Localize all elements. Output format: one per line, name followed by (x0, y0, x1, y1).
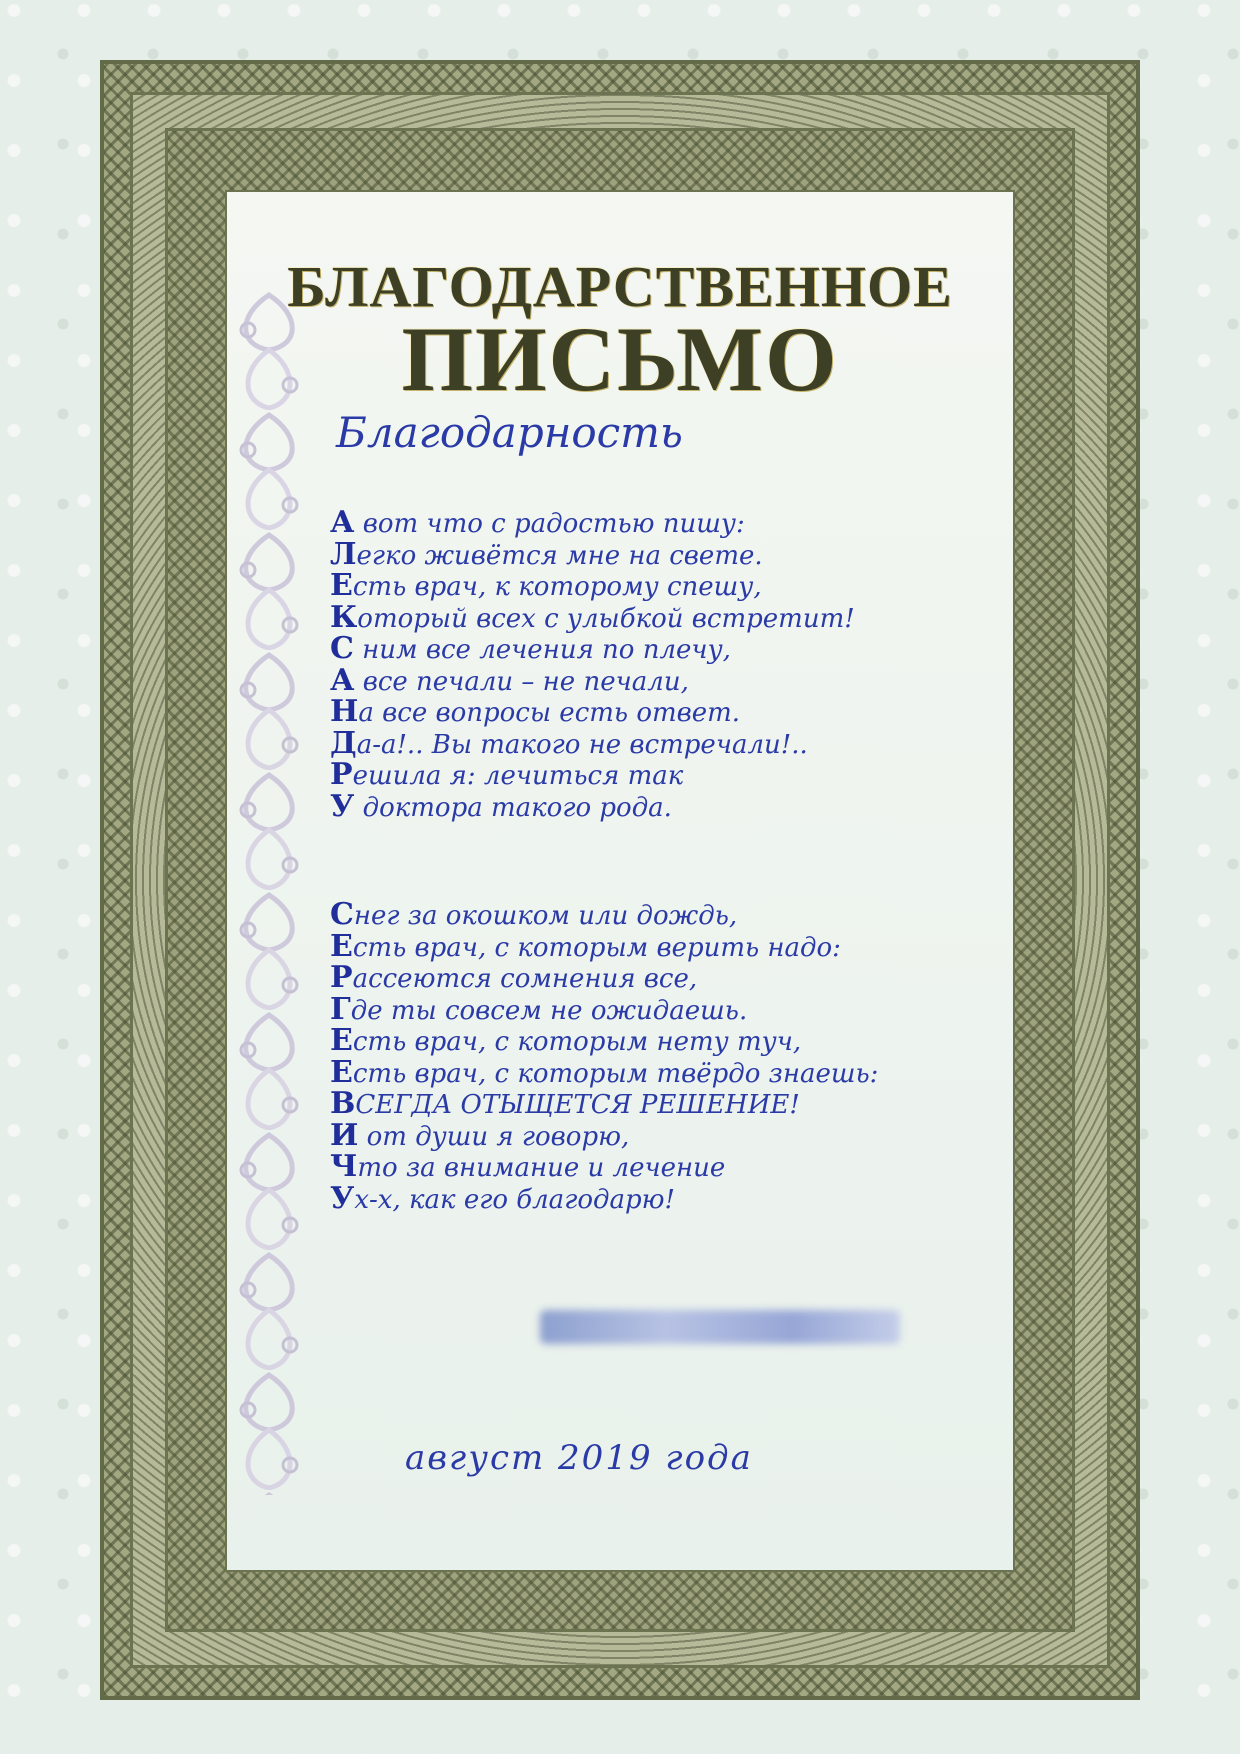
poem-line-text: х-х, как его благодарю! (354, 1184, 675, 1215)
poem-line (330, 991, 990, 1027)
acrostic-initial: С (330, 897, 354, 932)
poem-line (330, 788, 990, 824)
poem-line-text: доктора такого рода. (354, 792, 672, 823)
poem-line-text: СЕГДА ОТЫЩЕТСЯ РЕШЕНИЕ! (355, 1090, 800, 1120)
poem-line (330, 1086, 990, 1121)
poem-line (330, 631, 990, 666)
poem-line-text: то за внимание и лечение (357, 1153, 726, 1183)
poem-line-text: ним все лечения по плечу, (353, 635, 731, 665)
poem-line (330, 599, 990, 635)
poem-line (330, 928, 990, 964)
acrostic-initial: Л (330, 536, 357, 572)
poem-line (330, 1054, 990, 1090)
poem-line (330, 1117, 990, 1153)
poem-line (330, 897, 990, 932)
poem-line-text: вот что с радостью пишу: (354, 509, 745, 539)
poem-line (330, 960, 990, 995)
acrostic-initial: Г (330, 991, 351, 1027)
poem-line-text: а все вопросы есть ответ. (358, 698, 741, 728)
poem-stanza-2 (330, 897, 990, 1216)
poem-line-text: от души я говорю, (358, 1121, 630, 1152)
poem-line-text: а-а!.. Вы такого не встречали!.. (356, 729, 808, 760)
acrostic-initial: В (330, 1086, 356, 1121)
poem-line-text: егко живётся мне на свете. (356, 540, 763, 571)
poem-line-text: сть врач, к которому спешу, (352, 572, 762, 602)
acrostic-initial: С (330, 631, 354, 666)
handwritten-heading: Благодарность (336, 408, 683, 457)
poem-stanza-1 (330, 505, 990, 824)
poem-line-text: сть врач, с которым верить надо: (352, 932, 841, 963)
lace-ornament-strip (228, 290, 310, 1495)
poem-line (330, 694, 990, 729)
poem-line-text: оторый всех с улыбкой встретит! (357, 603, 855, 634)
poem-line (330, 725, 990, 761)
poem-line-text: сть врач, с которым нету туч, (352, 1027, 802, 1057)
acrostic-initial: Ч (330, 1149, 358, 1184)
poem-line (330, 757, 990, 792)
acrostic-initial: Е (330, 928, 353, 964)
acrostic-initial: Е (330, 1023, 353, 1058)
acrostic-initial: Е (330, 1054, 353, 1090)
acrostic-initial: У (330, 1180, 355, 1216)
poem-line (330, 1023, 990, 1058)
acrostic-initial: А (330, 662, 355, 698)
acrostic-initial: Н (330, 694, 359, 729)
acrostic-initial: А (330, 505, 355, 540)
acrostic-initial: Е (330, 568, 353, 603)
title-line-1: БЛАГОДАРСТВЕННОЕ (287, 254, 953, 319)
poem-line-text: все печали – не печали, (354, 666, 689, 697)
poem-line-text: нег за окошком или дождь, (353, 901, 738, 931)
poem-line (330, 662, 990, 698)
acrostic-initial: Р (330, 960, 353, 995)
poem-line (330, 505, 990, 540)
poem-line (330, 1149, 990, 1184)
poem-line (330, 536, 990, 572)
poem-line-text: ешила я: лечиться так (352, 761, 684, 791)
poem-line (330, 568, 990, 603)
acrostic-initial: Д (330, 725, 357, 761)
acrostic-initial: Р (330, 757, 353, 792)
acrostic-initial: К (330, 599, 358, 635)
acrostic-initial: У (330, 788, 355, 824)
acrostic-initial: И (330, 1117, 359, 1153)
poem-line-text: сть врач, с которым твёрдо знаешь: (352, 1058, 879, 1089)
title-line-2: ПИСЬМО (401, 308, 839, 410)
poem-line-text: ассеются сомнения все, (352, 964, 698, 994)
handwritten-date: август 2019 года (405, 1438, 753, 1478)
poem-line (330, 1180, 990, 1216)
blurred-signature (540, 1310, 900, 1344)
poem-line-text: де ты совсем не ожидаешь. (350, 995, 748, 1026)
